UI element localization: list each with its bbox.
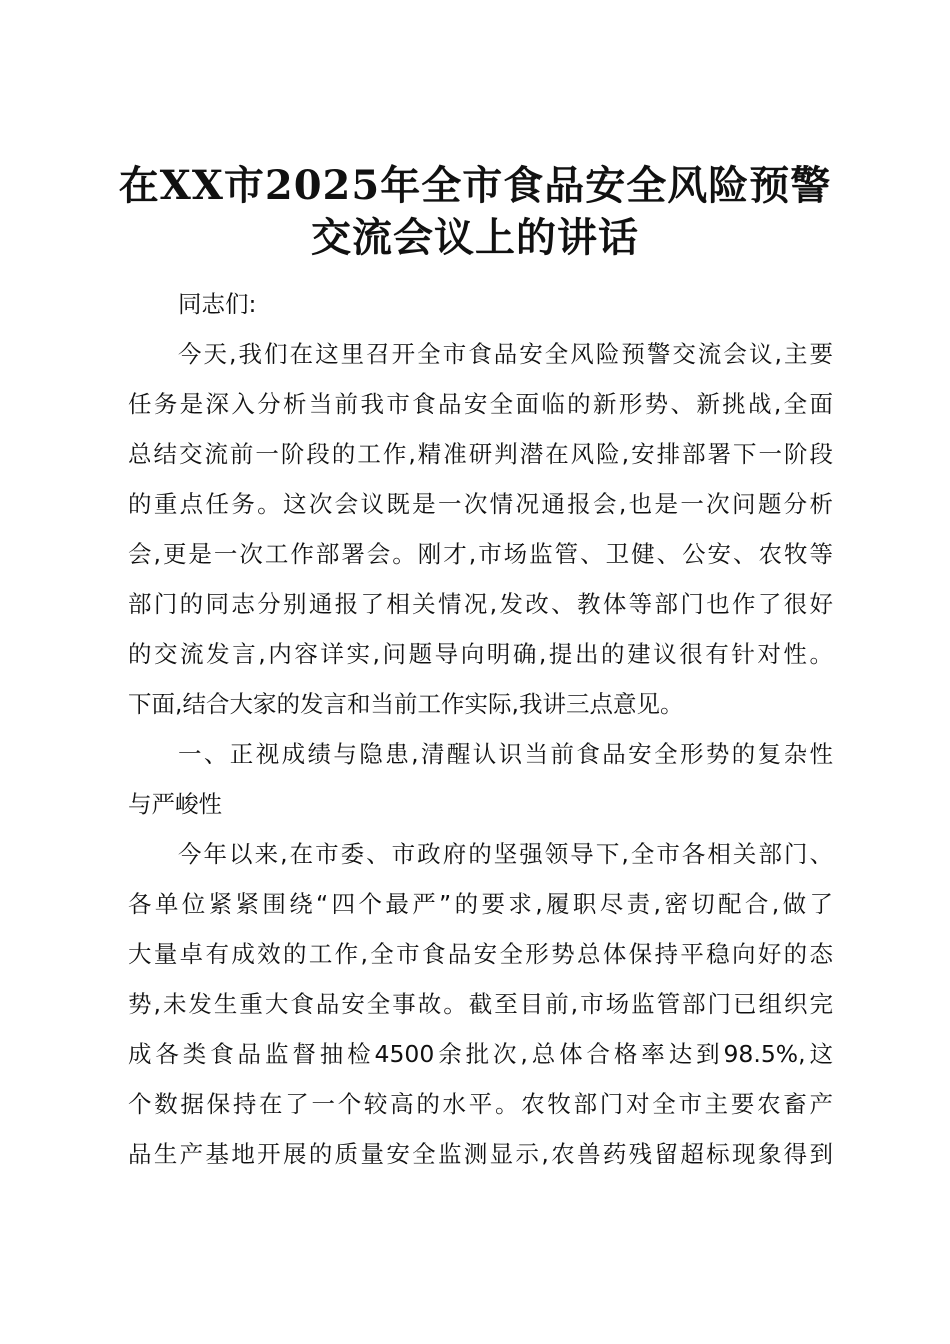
paragraph-line: 的交流发言,内容详实,问题导向明确,提出的建议很有针对性。 xyxy=(128,640,833,668)
paragraph-opening xyxy=(128,329,833,729)
heading-line: 与严峻性 xyxy=(128,790,222,818)
paragraph-line: 个数据保持在了一个较高的水平。农牧部门对全市主要农畜产 xyxy=(128,1090,833,1118)
section-heading-1 xyxy=(128,729,833,829)
paragraph-achievements xyxy=(128,829,833,1179)
paragraph-line: 部门的同志分别通报了相关情况,发改、教体等部门也作了很好 xyxy=(128,590,833,618)
paragraph-line: 今天,我们在这里召开全市食品安全风险预警交流会议,主要 xyxy=(178,340,833,368)
paragraph-line: 品生产基地开展的质量安全监测显示,农兽药残留超标现象得到 xyxy=(128,1140,833,1168)
paragraph-line: 成各类食品监督抽检4500余批次,总体合格率达到98.5%,这 xyxy=(128,1040,833,1068)
heading-line: 一、正视成绩与隐患,清醒认识当前食品安全形势的复杂性 xyxy=(178,740,833,768)
paragraph-line: 任务是深入分析当前我市食品安全面临的新形势、新挑战,全面 xyxy=(128,390,833,418)
document-title-line-2: 交流会议上的讲话 xyxy=(311,214,639,261)
document-title-line-1: 在XX市2025年全市食品安全风险预警 xyxy=(118,162,832,209)
paragraph-line: 今年以来,在市委、市政府的坚强领导下,全市各相关部门、 xyxy=(178,840,833,868)
salutation: 同志们: xyxy=(178,290,257,318)
paragraph-line: 势,未发生重大食品安全事故。截至目前,市场监管部门已组织完 xyxy=(128,990,833,1018)
document-body xyxy=(128,279,833,1179)
paragraph-line: 总结交流前一阶段的工作,精准研判潜在风险,安排部署下一阶段 xyxy=(128,440,833,468)
paragraph-line: 的重点任务。这次会议既是一次情况通报会,也是一次问题分析 xyxy=(128,490,833,518)
paragraph-line: 各单位紧紧围绕“四个最严”的要求,履职尽责,密切配合,做了 xyxy=(128,890,833,918)
paragraph-line: 大量卓有成效的工作,全市食品安全形势总体保持平稳向好的态 xyxy=(128,940,833,968)
paragraph-line: 下面,结合大家的发言和当前工作实际,我讲三点意见。 xyxy=(128,690,684,718)
paragraph-line: 会,更是一次工作部署会。刚才,市场监管、卫健、公安、农牧等 xyxy=(128,540,833,568)
